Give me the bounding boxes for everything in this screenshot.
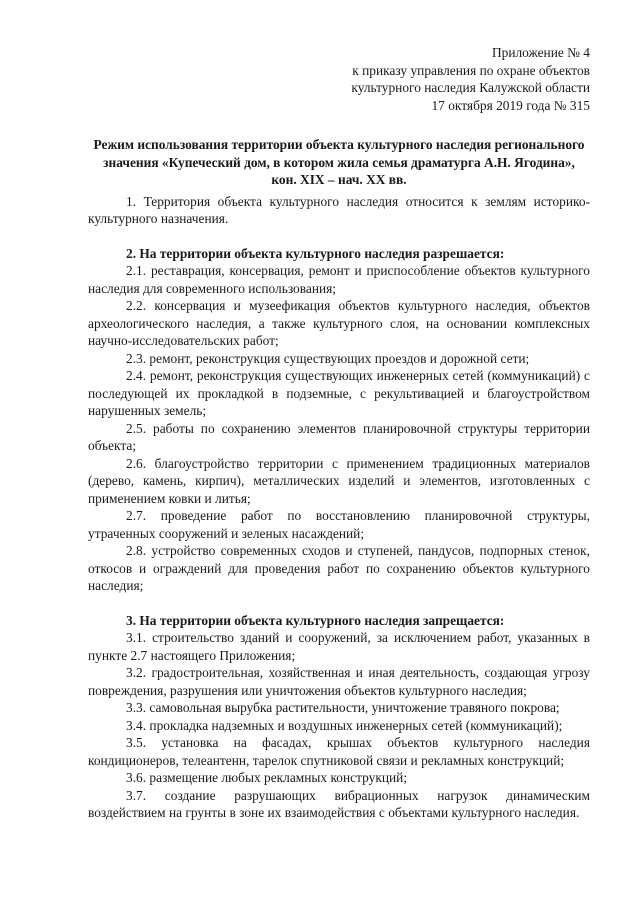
section-2-item: 2.4. ремонт, реконструкция существующих инженерных сетей (коммуникаций) с последующей их прокладкой в подземные, с рекультивацией и благоустройством нарушенных земель; bbox=[88, 368, 590, 418]
document-page bbox=[88, 44, 590, 822]
section-2-item: 2.7. проведение работ по восстановлению планировочной структуры, утраченных сооружений и зеленых насаждений; bbox=[88, 508, 590, 541]
issuing-authority: культурного наследия Калужской области bbox=[351, 80, 590, 95]
section-3-item: 3.1. строительство зданий и сооружений, за исключением работ, указанных в пункте 2.7 настоящего Приложения; bbox=[88, 630, 590, 663]
order-reference: к приказу управления по охране объектов bbox=[352, 62, 590, 78]
section-2-item: 2.6. благоустройство территории с применением традиционных материалов (дерево, камень, кирпич), металлических изделий и элементов, изготовленных с применением ковки и литья; bbox=[88, 455, 590, 506]
title-line-3: кон. XIX – нач. XX вв. bbox=[271, 172, 407, 187]
section-3-item: 3.2. градостроительная, хозяйственная и иная деятельность, создающая угрозу повреждения, разрушения или уничтожения объектов культурного наследия; bbox=[88, 665, 590, 698]
appendix-number: Приложение № 4 bbox=[491, 45, 590, 60]
section-3-item: 3.3. самовольная вырубка растительности, уничтожение травяного покрова; bbox=[126, 700, 560, 715]
section-2-item: 2.5. работы по сохранению элементов планировочной структуры территории объекта; bbox=[88, 420, 590, 453]
section-2-item: 2.2. консервация и музеефикация объектов культурного наследия, объектов археологического наследия, а также культурного слоя, на основании комплексных научно-исследовательских работ; bbox=[88, 298, 590, 348]
section-2-item: 2.8. устройство современных сходов и ступеней, пандусов, подпорных стенок, откосов и ограждений для проведения работ по сохранению объектов культурного наследия; bbox=[88, 543, 590, 593]
title-line-2: значения «Купеческий дом, в котором жила семья драматурга А.Н. Ягодина», bbox=[103, 154, 575, 170]
section-3-item: 3.6. размещение любых рекламных конструкций; bbox=[126, 770, 408, 785]
section-3-item: 3.5. установка на фасадах, крышах объектов культурного наследия кондиционеров, телеантенн, тарелок спутниковой связи и рекламных конструкций; bbox=[88, 735, 590, 768]
order-date-number: 17 октября 2019 года № 315 bbox=[431, 97, 590, 113]
intro-paragraph: 1. Территория объекта культурного наследия относится к землям историко-культурного назначения. bbox=[88, 193, 590, 226]
document-header bbox=[88, 44, 590, 114]
section-2-item: 2.1. реставрация, консервация, ремонт и приспособление объектов культурного наследия для современного использования; bbox=[88, 263, 590, 296]
title-line-1: Режим использования территории объекта культурного наследия регионального bbox=[93, 137, 585, 152]
section-2-item: 2.3. ремонт, реконструкция существующих проездов и дорожной сети; bbox=[126, 350, 530, 366]
section-2-heading: 2. На территории объекта культурного наследия разрешается: bbox=[126, 245, 505, 261]
document-title bbox=[88, 136, 590, 189]
section-3-item: 3.4. прокладка надземных и воздушных инженерных сетей (коммуникаций); bbox=[126, 717, 563, 733]
section-3-heading: 3. На территории объекта культурного наследия запрещается: bbox=[126, 612, 505, 628]
section-3-item: 3.7. создание разрушающих вибрационных нагрузок динамическим воздействием на грунты в зоне их взаимодействия с объектами культурного наследия. bbox=[88, 787, 590, 820]
